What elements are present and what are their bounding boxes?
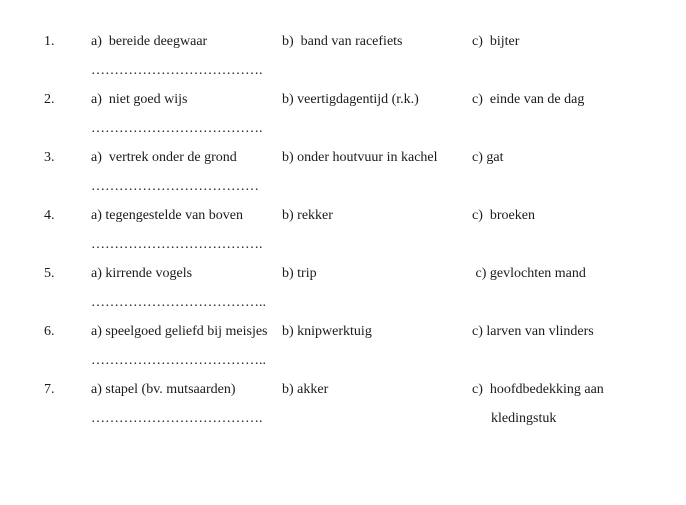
clue-a: a) vertrek onder de grond [91, 150, 237, 165]
puzzle-item-7 [0, 382, 686, 440]
clue-a: a) kirrende vogels [91, 266, 193, 281]
answer-line: ………………………………. [91, 237, 263, 252]
answer-line: ……………………………….. [91, 353, 266, 368]
item-number: 2. [44, 92, 55, 107]
clue-a: a) tegengestelde van boven [91, 208, 243, 223]
answer-line: ……………………………… [91, 179, 259, 194]
clue-c: c) einde van de dag [472, 92, 585, 107]
item-number: 4. [44, 208, 55, 223]
answer-line: ……………………………….. [91, 295, 266, 310]
clue-a: a) speelgoed geliefd bij meisjes [91, 324, 268, 339]
puzzle-item-2 [0, 92, 686, 150]
item-number: 1. [44, 34, 55, 49]
clue-a: a) stapel (bv. mutsaarden) [91, 382, 236, 397]
puzzle-item-6 [0, 324, 686, 382]
clue-c: c) broeken [472, 208, 535, 223]
answer-line: ………………………………. [91, 121, 263, 136]
clue-c: c) hoofdbedekking aan [472, 382, 604, 397]
clue-c: c) gat [472, 150, 504, 165]
puzzle-item-3 [0, 150, 686, 208]
clue-a: a) niet goed wijs [91, 92, 188, 107]
item-number: 5. [44, 266, 55, 281]
item-number: 6. [44, 324, 55, 339]
puzzle-item-1 [0, 34, 686, 92]
clue-c: c) gevlochten mand [472, 266, 586, 281]
clue-b: b) trip [282, 266, 317, 281]
clue-b: b) rekker [282, 208, 333, 223]
clue-a: a) bereide deegwaar [91, 34, 208, 49]
clue-b: b) akker [282, 382, 329, 397]
clue-b: b) band van racefiets [282, 34, 403, 49]
clue-c-continuation: kledingstuk [491, 411, 557, 426]
clue-b: b) veertigdagentijd (r.k.) [282, 92, 419, 107]
clue-b: b) onder houtvuur in kachel [282, 150, 438, 165]
answer-line: ………………………………. [91, 63, 263, 78]
clue-b: b) knipwerktuig [282, 324, 372, 339]
puzzle-item-5 [0, 266, 686, 324]
answer-line: ………………………………. [91, 411, 263, 426]
clue-c: c) larven van vlinders [472, 324, 594, 339]
puzzle-item-4 [0, 208, 686, 266]
item-number: 7. [44, 382, 55, 397]
item-number: 3. [44, 150, 55, 165]
clue-c: c) bijter [472, 34, 520, 49]
